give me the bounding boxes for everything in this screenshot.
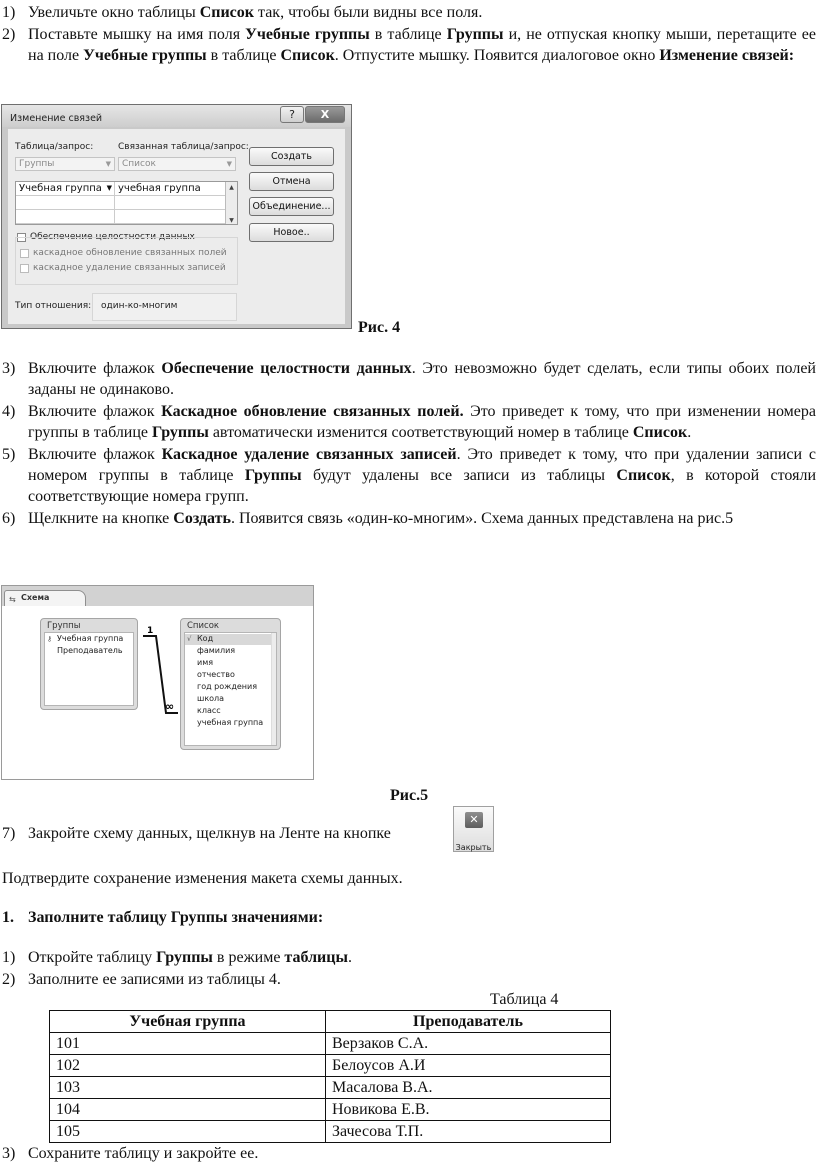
table-row [50, 1099, 611, 1121]
text-run: Включите флажок [28, 403, 162, 420]
bold-term: Список [616, 467, 671, 484]
field-item[interactable]: фамилия [197, 646, 236, 655]
cascade-delete-checkbox[interactable] [20, 264, 29, 273]
grid-empty-cell[interactable] [16, 210, 115, 224]
scroll-up-icon: ▲ [229, 184, 234, 191]
table-cell: Новикова Е.В. [326, 1099, 611, 1121]
field-item[interactable]: отчество [197, 670, 235, 679]
bold-term: Каскадное удаление связанных записей [161, 446, 457, 463]
field-item[interactable]: класс [197, 706, 221, 715]
grid-scrollbar[interactable] [225, 182, 237, 224]
table-row [50, 1077, 611, 1099]
grid-empty-cell[interactable] [115, 210, 226, 224]
field-item[interactable]: Учебная группа [57, 634, 124, 643]
dialog-titlebar [2, 105, 351, 127]
list-item [0, 401, 816, 443]
grid-left-cell[interactable] [16, 182, 115, 196]
list-number: 2) [2, 971, 16, 988]
close-button-label: Закрыть [455, 843, 492, 852]
groups-table-title: Группы [47, 621, 81, 631]
step-final [0, 1143, 816, 1164]
field-item[interactable]: год рождения [197, 682, 258, 691]
column-header: Преподаватель [326, 1011, 611, 1033]
list-text: Сохраните таблицу и закройте ее. [28, 1145, 259, 1162]
cancel-button[interactable]: Отмена [249, 172, 334, 191]
step-7 [0, 823, 816, 844]
list-number: 3) [2, 1145, 16, 1162]
chevron-down-icon: ▼ [105, 160, 111, 168]
section-number: 1. [2, 909, 14, 926]
list-item [0, 24, 816, 66]
relationships-icon: ⇆ [9, 595, 16, 604]
text-run: . [687, 424, 692, 441]
table-cell: Белоусов А.И [326, 1055, 611, 1077]
grid-empty-cell[interactable] [16, 196, 115, 210]
text-run: Включите флажок [28, 446, 162, 463]
table-row [50, 1055, 611, 1077]
chevron-down-icon: ▼ [226, 160, 232, 168]
text-run: . Отпустите мышку. Появится диалоговое окно [334, 47, 660, 64]
relationship-line[interactable] [2, 606, 313, 779]
list-item [0, 2, 816, 23]
table-cell: 105 [50, 1121, 326, 1143]
chevron-down-icon: ▼ [106, 184, 112, 192]
table-cell: 102 [50, 1055, 326, 1077]
field-item[interactable]: имя [197, 658, 214, 667]
bold-term: Учебные группы [245, 26, 370, 43]
text-run: Откройте таблицу [28, 949, 157, 966]
bold-term: Группы [244, 467, 302, 484]
relationship-type-box [92, 293, 237, 321]
text-run: так, чтобы были видны все поля. [254, 4, 483, 21]
related-table-label: Связанная таблица/запрос: [118, 142, 249, 152]
table-caption: Таблица 4 [490, 991, 559, 1008]
field-item[interactable]: учебная группа [197, 718, 264, 727]
list-item [0, 358, 816, 400]
text-run: в таблице [369, 26, 447, 43]
dialog-client [8, 129, 345, 324]
table-combo[interactable] [15, 157, 115, 171]
bold-term: Список [199, 4, 254, 21]
text-run: Заполните ее записями из таблицы 4. [28, 971, 281, 988]
relationship-dialog [1, 104, 352, 329]
bold-term: Каскадное обновление связанных полей. [161, 403, 464, 420]
close-icon[interactable]: X [305, 106, 345, 123]
grid-right-cell[interactable] [115, 182, 226, 196]
grid-empty-cell[interactable] [115, 196, 226, 210]
bold-term: Учебные группы [83, 47, 207, 64]
grid-left-value: Учебная группа [19, 183, 102, 194]
bold-term: Создать [173, 510, 231, 527]
table-cell: 103 [50, 1077, 326, 1099]
text-run: , в которой стояли соответствующие номера групп. [28, 467, 816, 505]
related-combo-value: Список [122, 159, 156, 169]
text-run: . Это невозможно будет сделать, если типы обоих полей заданы не одинаково. [28, 360, 816, 398]
create-button[interactable]: Создать [249, 147, 334, 166]
bold-term: Изменение связей: [659, 47, 795, 64]
bold-term: Обеспечение целостности данных [161, 360, 412, 377]
list-number: 4) [2, 403, 16, 420]
table-cell: 101 [50, 1033, 326, 1055]
relationship-type-value: один-ко-многим [101, 301, 178, 311]
cascade-update-checkbox[interactable] [20, 249, 29, 258]
cascade-update-label: каскадное обновление связанных полей [33, 248, 227, 258]
help-button[interactable]: ? [280, 106, 304, 123]
list-text: Закройте схему данных, щелкнув на Ленте на кнопке [28, 825, 391, 842]
table-row [50, 1033, 611, 1055]
text-run: . [347, 949, 352, 966]
list-item [0, 823, 816, 844]
data-schema-window [1, 585, 314, 780]
join-type-button[interactable]: Объединение... [249, 197, 334, 216]
fields-grid [15, 181, 238, 225]
list-item [0, 947, 816, 968]
text-run: автоматически изменится соответствующий номер в таблице [208, 424, 633, 441]
field-item[interactable]: Код [197, 634, 214, 643]
list-number: 3) [2, 360, 16, 377]
confirm-paragraph: Подтвердите сохранение изменения макета схемы данных. [2, 870, 403, 887]
text-run: . Это приведет к тому, что при удалении записи с номером группы в таблице [28, 446, 816, 484]
steps-list-a [0, 2, 816, 66]
figure-5-caption: Рис.5 [390, 787, 429, 804]
schema-tabbar [2, 586, 313, 607]
text-run: Щелкните на кнопке [28, 510, 174, 527]
related-table-combo[interactable] [118, 157, 236, 171]
text-run: в режиме [212, 949, 285, 966]
schema-canvas [2, 606, 313, 779]
text-run: Поставьте мышку на имя поля [28, 26, 246, 43]
key-icon: ⚷ [47, 635, 53, 643]
list-number: 6) [2, 510, 16, 527]
grid-right-value: учебная группа [118, 183, 201, 194]
tab-data-schema[interactable] [4, 590, 86, 606]
scroll-down-icon: ▼ [229, 217, 234, 224]
table-cell: Масалова В.А. [326, 1077, 611, 1099]
table-row [50, 1121, 611, 1143]
list-item [0, 508, 816, 529]
list-item [0, 969, 816, 990]
dialog-title: Изменение связей [10, 113, 103, 124]
bold-term: Группы [156, 949, 213, 966]
new-button[interactable]: Новое.. [249, 223, 334, 242]
ribbon-close-button[interactable] [453, 806, 494, 852]
bold-term: Список [632, 424, 688, 441]
schema-tab-label: Схема [21, 593, 50, 602]
table-cell: Зачесова Т.П. [326, 1121, 611, 1143]
text-run: и, не отпуская кнопку мыши, перетащите ее на поле [28, 26, 816, 64]
bold-term: Группы [152, 424, 209, 441]
table-header-row [50, 1011, 611, 1033]
relationship-type-label: Тип отношения: [15, 301, 92, 311]
list-number: 1) [2, 4, 16, 21]
table-cell: 104 [50, 1099, 326, 1121]
many-side-label: ∞ [165, 700, 175, 713]
key-icon: √ [187, 635, 192, 643]
text-run: . Появится связь «один-ко-многим». Схема данных представлена на рис.5 [230, 510, 734, 527]
list-number: 2) [2, 26, 16, 43]
table-body [50, 1033, 611, 1143]
list-item [0, 1143, 816, 1164]
text-run: Включите флажок [28, 360, 162, 377]
integrity-label: Обеспечение целостности данных [30, 232, 195, 242]
cascade-group [15, 237, 238, 285]
text-run: Увеличьте окно таблицы [28, 4, 200, 21]
text-run: Это приведет к тому, что при изменении номера группы в таблице [28, 403, 816, 441]
field-item[interactable]: школа [197, 694, 225, 703]
close-icon: ✕ [465, 812, 483, 828]
column-header: Учебная группа [50, 1011, 326, 1033]
section-heading [2, 907, 324, 928]
list-table-title: Список [187, 621, 220, 631]
list-item [0, 444, 816, 507]
figure-4-caption: Рис. 4 [358, 319, 401, 336]
one-side-label: 1 [147, 626, 154, 636]
bold-term: Группы [446, 26, 504, 43]
list-number: 5) [2, 446, 16, 463]
list-number: 7) [2, 825, 16, 842]
bold-term: Список [280, 47, 335, 64]
table-label: Таблица/запрос: [15, 142, 94, 152]
list-number: 1) [2, 949, 16, 966]
section-title: Заполните таблицу Группы значениями: [28, 909, 324, 926]
text-run: в таблице [206, 47, 281, 64]
bold-term: таблицы [284, 949, 348, 966]
field-item[interactable]: Преподаватель [57, 646, 123, 655]
table-combo-value: Группы [19, 159, 55, 169]
steps-list-c [0, 947, 816, 990]
text-run: будут удалены все записи из таблицы [301, 467, 617, 484]
groups-data-table [49, 1010, 611, 1143]
table-cell: Верзаков С.А. [326, 1033, 611, 1055]
cascade-delete-label: каскадное удаление связанных записей [33, 263, 226, 273]
steps-list-b [0, 358, 816, 529]
